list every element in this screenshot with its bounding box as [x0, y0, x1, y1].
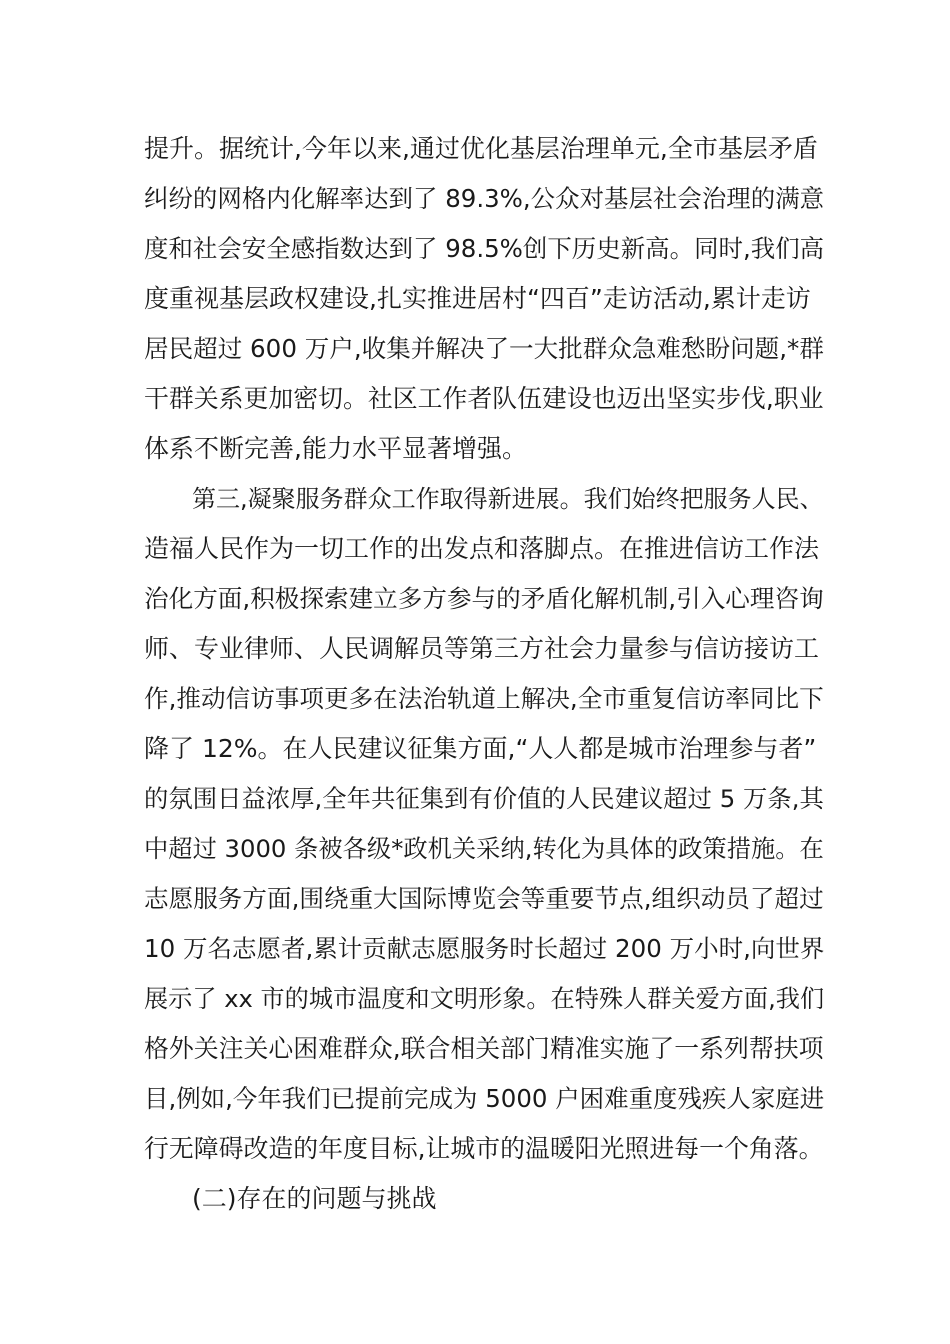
text-line: 展示了 xx 市的城市温度和文明形象。在特殊人群关爱方面,我们 — [144, 985, 825, 1013]
text-line: 治化方面,积极探索建立多方参与的矛盾化解机制,引入心理咨询 — [144, 584, 824, 613]
text-line: 体系不断完善,能力水平显著增强。 — [144, 434, 527, 463]
text-line: 干群关系更加密切。社区工作者队伍建设也迈出坚实步伐,职业 — [144, 384, 824, 413]
text-line: 度和社会安全感指数达到了 98.5%创下历史新高。同时,我们高 — [144, 234, 825, 263]
text-line: 作,推动信访事项更多在法治轨道上解决,全市重复信访率同比下 — [144, 684, 824, 713]
text-line: 中超过 3000 条被各级*政机关采纳,转化为具体的政策措施。在 — [144, 834, 824, 863]
text-line: 10 万名志愿者,累计贡献志愿服务时长超过 200 万小时,向世界 — [144, 934, 825, 963]
text-line: 目,例如,今年我们已提前完成为 5000 户困难重度残疾人家庭进 — [144, 1084, 825, 1113]
text-line: 师、专业律师、人民调解员等第三方社会力量参与信访接访工 — [144, 634, 820, 663]
paragraph-start-line: 第三,凝聚服务群众工作取得新进展。我们始终把服务人民、 — [192, 485, 824, 513]
text-line: 降了 12%。在人民建议征集方面,“人人都是城市治理参与者” — [144, 734, 817, 763]
text-line: 格外关注关心困难群众,联合相关部门精准实施了一系列帮扶项 — [144, 1034, 824, 1063]
text-line: 志愿服务方面,围绕重大国际博览会等重要节点,组织动员了超过 — [144, 884, 824, 913]
text-line: 居民超过 600 万户,收集并解决了一大批群众急难愁盼问题,*群 — [144, 334, 824, 363]
text-line: 纠纷的网格内化解率达到了 89.3%,公众对基层社会治理的满意 — [144, 184, 825, 213]
text-line: 行无障碍改造的年度目标,让城市的温暖阳光照进每一个角落。 — [144, 1134, 824, 1163]
section-heading: (二)存在的问题与挑战 — [192, 1184, 437, 1213]
text-line: 造福人民作为一切工作的出发点和落脚点。在推进信访工作法 — [144, 534, 820, 563]
text-line: 提升。据统计,今年以来,通过优化基层治理单元,全市基层矛盾 — [144, 134, 818, 163]
text-line: 的氛围日益浓厚,全年共征集到有价值的人民建议超过 5 万条,其 — [144, 784, 824, 813]
text-line: 度重视基层政权建设,扎实推进居村“四百”走访活动,累计走访 — [144, 284, 811, 313]
body-text — [144, 124, 824, 1224]
